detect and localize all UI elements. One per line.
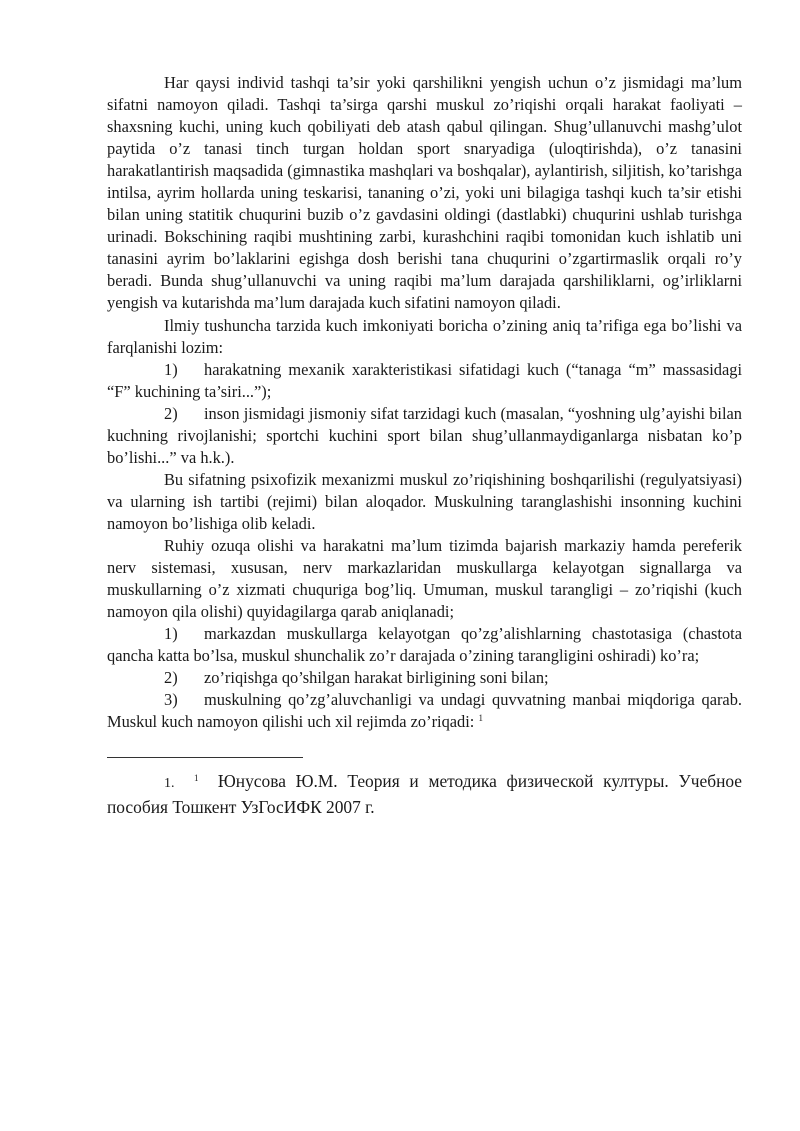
list-item (107, 623, 742, 667)
list-item (107, 359, 742, 403)
list-number: 3) (164, 690, 178, 710)
list-item-text: muskulning qo’zg’aluvchanligi va undagi quvvatning manbai miqdoriga qarab. Muskul kuch namoyon qilishi uch xil rejimda zo’riqadi: (107, 690, 742, 732)
footnote (107, 770, 742, 818)
list-number: 2) (164, 403, 178, 423)
footnote-reference[interactable]: 1 (478, 713, 483, 724)
list-number: 1) (164, 359, 178, 379)
list-item-text: zo’riqishga qo’shilgan harakat birligining soni bilan; (204, 668, 549, 688)
document-page (107, 72, 742, 818)
list-item (107, 689, 742, 733)
footnote-separator (107, 757, 303, 758)
footnote-marker: 1 (194, 773, 199, 784)
paragraph: Ilmiy tushuncha tarzida kuch imkoniyati boricha o’zining aniq ta’rifiga ega bo’lishi va farqlanishi lozim: (107, 315, 742, 357)
footnote-number: 1. (164, 776, 175, 792)
list-item-text: harakatning mexanik xarakteristikasi sifatidagi kuch (“tanaga “m” massasidagi “F” kuchining ta’siri...”); (107, 359, 742, 401)
list-number: 2) (164, 668, 178, 688)
list-item (107, 667, 742, 689)
paragraph: Har qaysi individ tashqi ta’sir yoki qarshilikni yengish uchun o’z jismidagi ma’lum sifatni namoyon qiladi. Tashqi ta’sirga qarshi muskul zo’riqishi orqali harakat faoliyati – shaxsning kuchi, uning kuch qobiliyati deb atash qabul qilingan. Shug’ullanuvchi mashg’ulot paytida o’z tanasi tinch turgan holdan sport snaryadiga (uloqtirishda), o’z tanasini harakatlantirish maqsadida (gimnastika mashqlari va boshqalar), aylantirish, siljitish, ko’tarishga intilsa, ayrim hollarda uning teskarisi, tananing o’zi, yoki uni bilagiga tashqi kuch ta’sir etishi bilan uning statitik chuqurini buzib o’z gavdasini oldingi (dastlabki) chuqurini ushlab turishga urinadi. Bokschining raqibi mushtining zarbi, kurashchini raqibi tomonidan kuch ishlatib uni tanasini ayrim bo’laklarini egishga dosh berishi tana chuqurini o’zgartirmaslik orqali ro’y beradi. Bunda shug’ullanuvchi va uning raqibi ma’lum darajada qarshiliklarni, og’irliklarni yengish va kutarishda ma’lum darajada kuch sifatini namoyon qiladi. (107, 73, 742, 313)
paragraph: Bu sifatning psixofizik mexanizmi muskul zo’riqishining boshqarilishi (regulyatsiyasi) va ularning ish tartibi (rejimi) bilan aloqador. Muskulning taranglashishi insonning kuchini namoyon bo’lishiga olib keladi. (107, 469, 742, 533)
footnote-text: Юнусова Ю.М. Теория и методика физической културы. Учебное пособия Тошкент УзГосИФК 2007 г. (107, 771, 743, 817)
paragraph: Ruhiy ozuqa olishi va harakatni ma’lum tizimda bajarish markaziy hamda pereferik nerv sistemasi, xususan, nerv markazlaridan muskullarga kelayotgan signallarga va muskullarning o’z xizmati chuquriga bog’liq. Umuman, muskul tarangligi – zo’riqishi (kuch namoyon qila olishi) quyidagilarga qarab aniqlanadi; (107, 535, 742, 622)
list-number: 1) (164, 624, 178, 644)
list-item-text: inson jismidagi jismoniy sifat tarzidagi kuch (masalan, “yoshning ulg’ayishi bilan kuchning rivojlanishi; sportchi kuchini sport bilan shug’ullanmaydiganlarga nisbatan ko’p bo’lishi...” va h.k.). (107, 403, 742, 467)
list-item (107, 403, 742, 469)
list-item-text: markazdan muskullarga kelayotgan qo’zg’alishlarning chastotasiga (chastota qancha katta bo’lsa, muskul shunchalik zo’r darajada o’zining tarangligini oshiradi) ko’ra; (107, 624, 742, 666)
